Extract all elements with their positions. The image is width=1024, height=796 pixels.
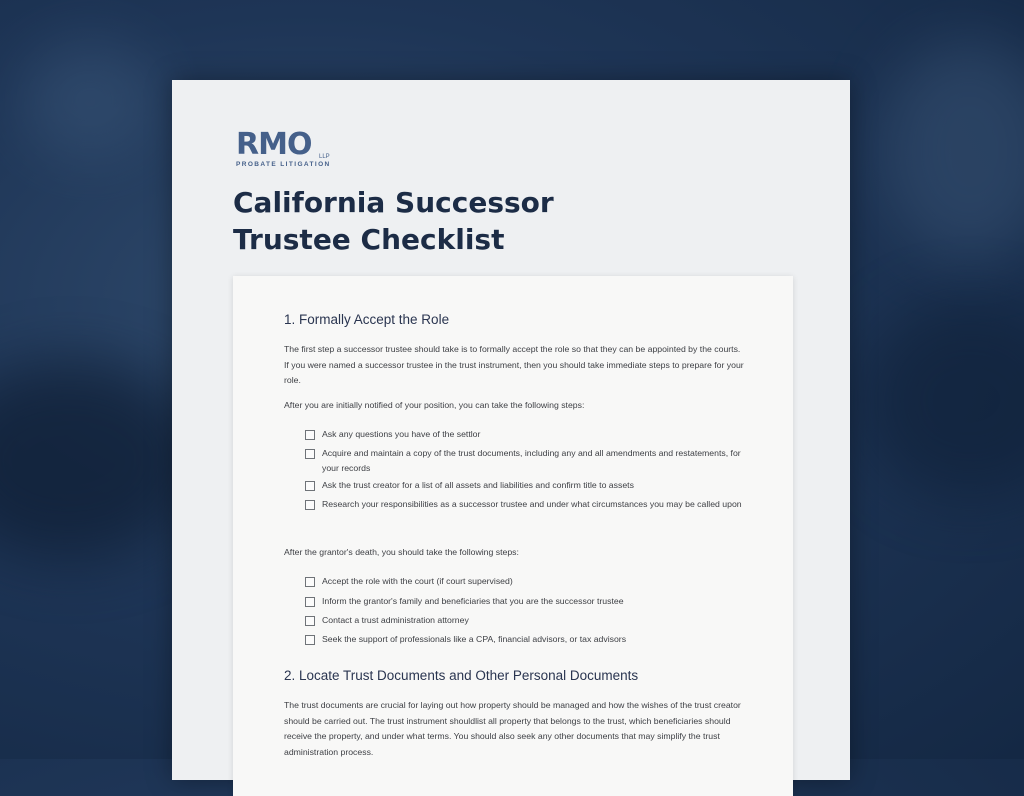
section-intro: The first step a successor trustee should take is to formally accept the role so that they can be appointed by the courts. If you were named a successor trustee in the trust instrument, then you should take immediate steps to prepare for your role. [284, 344, 744, 385]
checkbox[interactable] [305, 597, 315, 607]
checklist-item[interactable] [305, 497, 745, 512]
checklist-document [172, 80, 850, 780]
checklist-item-label: Acquire and maintain a copy of the trust documents, including any and all amendments and restatements, for your records [322, 448, 741, 473]
section-intro: The trust documents are crucial for laying out how property should be managed and how the wishes of the trust creator should be carried out. The trust instrument shouldlist all property that belongs to the trust, which beneficiaries should receive the property, and under what terms. You should also seek any other documents that may simplify the trust administration process. [284, 700, 741, 757]
checkbox[interactable] [305, 500, 315, 510]
logo-tagline: PROBATE LITIGATION [236, 161, 331, 168]
section-heading: 2. Locate Trust Documents and Other Personal Documents [284, 668, 639, 683]
background-blur [860, 300, 1024, 500]
checklist-item[interactable] [305, 632, 745, 647]
background-blur [20, 40, 160, 160]
rmo-logo [236, 127, 331, 168]
section-heading: 1. Formally Accept the Role [284, 312, 450, 327]
checklist-item[interactable] [305, 427, 745, 442]
checklist-item-label: Ask the trust creator for a list of all assets and liabilities and confirm title to assets [322, 480, 634, 490]
checklist-item[interactable] [305, 594, 745, 609]
steps-lead: After you are initially notified of your position, you can take the following steps: [284, 400, 585, 410]
logo-llp: LLP [319, 154, 330, 160]
checklist-item[interactable] [305, 446, 745, 476]
checklist-item-label: Inform the grantor's family and beneficiaries that you are the successor trustee [322, 596, 624, 606]
checklist-item-label: Ask any questions you have of the settlor [322, 429, 481, 439]
checkbox[interactable] [305, 449, 315, 459]
checklist-item-label: Seek the support of professionals like a CPA, financial advisors, or tax advisors [322, 634, 627, 644]
checklist-item[interactable] [305, 478, 745, 493]
checklist-item[interactable] [305, 574, 745, 589]
checkbox[interactable] [305, 577, 315, 587]
checklist-item-label: Accept the role with the court (if court supervised) [322, 576, 513, 586]
checklist-card [233, 276, 793, 796]
checkbox[interactable] [305, 635, 315, 645]
document-title: California Successor Trustee Checklist [233, 186, 554, 256]
checkbox[interactable] [305, 430, 315, 440]
checklist-item[interactable] [305, 613, 745, 628]
checklist-item-label: Contact a trust administration attorney [322, 615, 469, 625]
steps-lead: After the grantor's death, you should take the following steps: [284, 547, 519, 557]
background-blur [880, 40, 1024, 260]
checkbox[interactable] [305, 616, 315, 626]
checkbox[interactable] [305, 481, 315, 491]
background-blur [0, 360, 200, 560]
logo-mark: RMO [236, 127, 312, 162]
checklist-item-label: Research your responsibilities as a successor trustee and under what circumstances you may be called upon [322, 499, 742, 509]
